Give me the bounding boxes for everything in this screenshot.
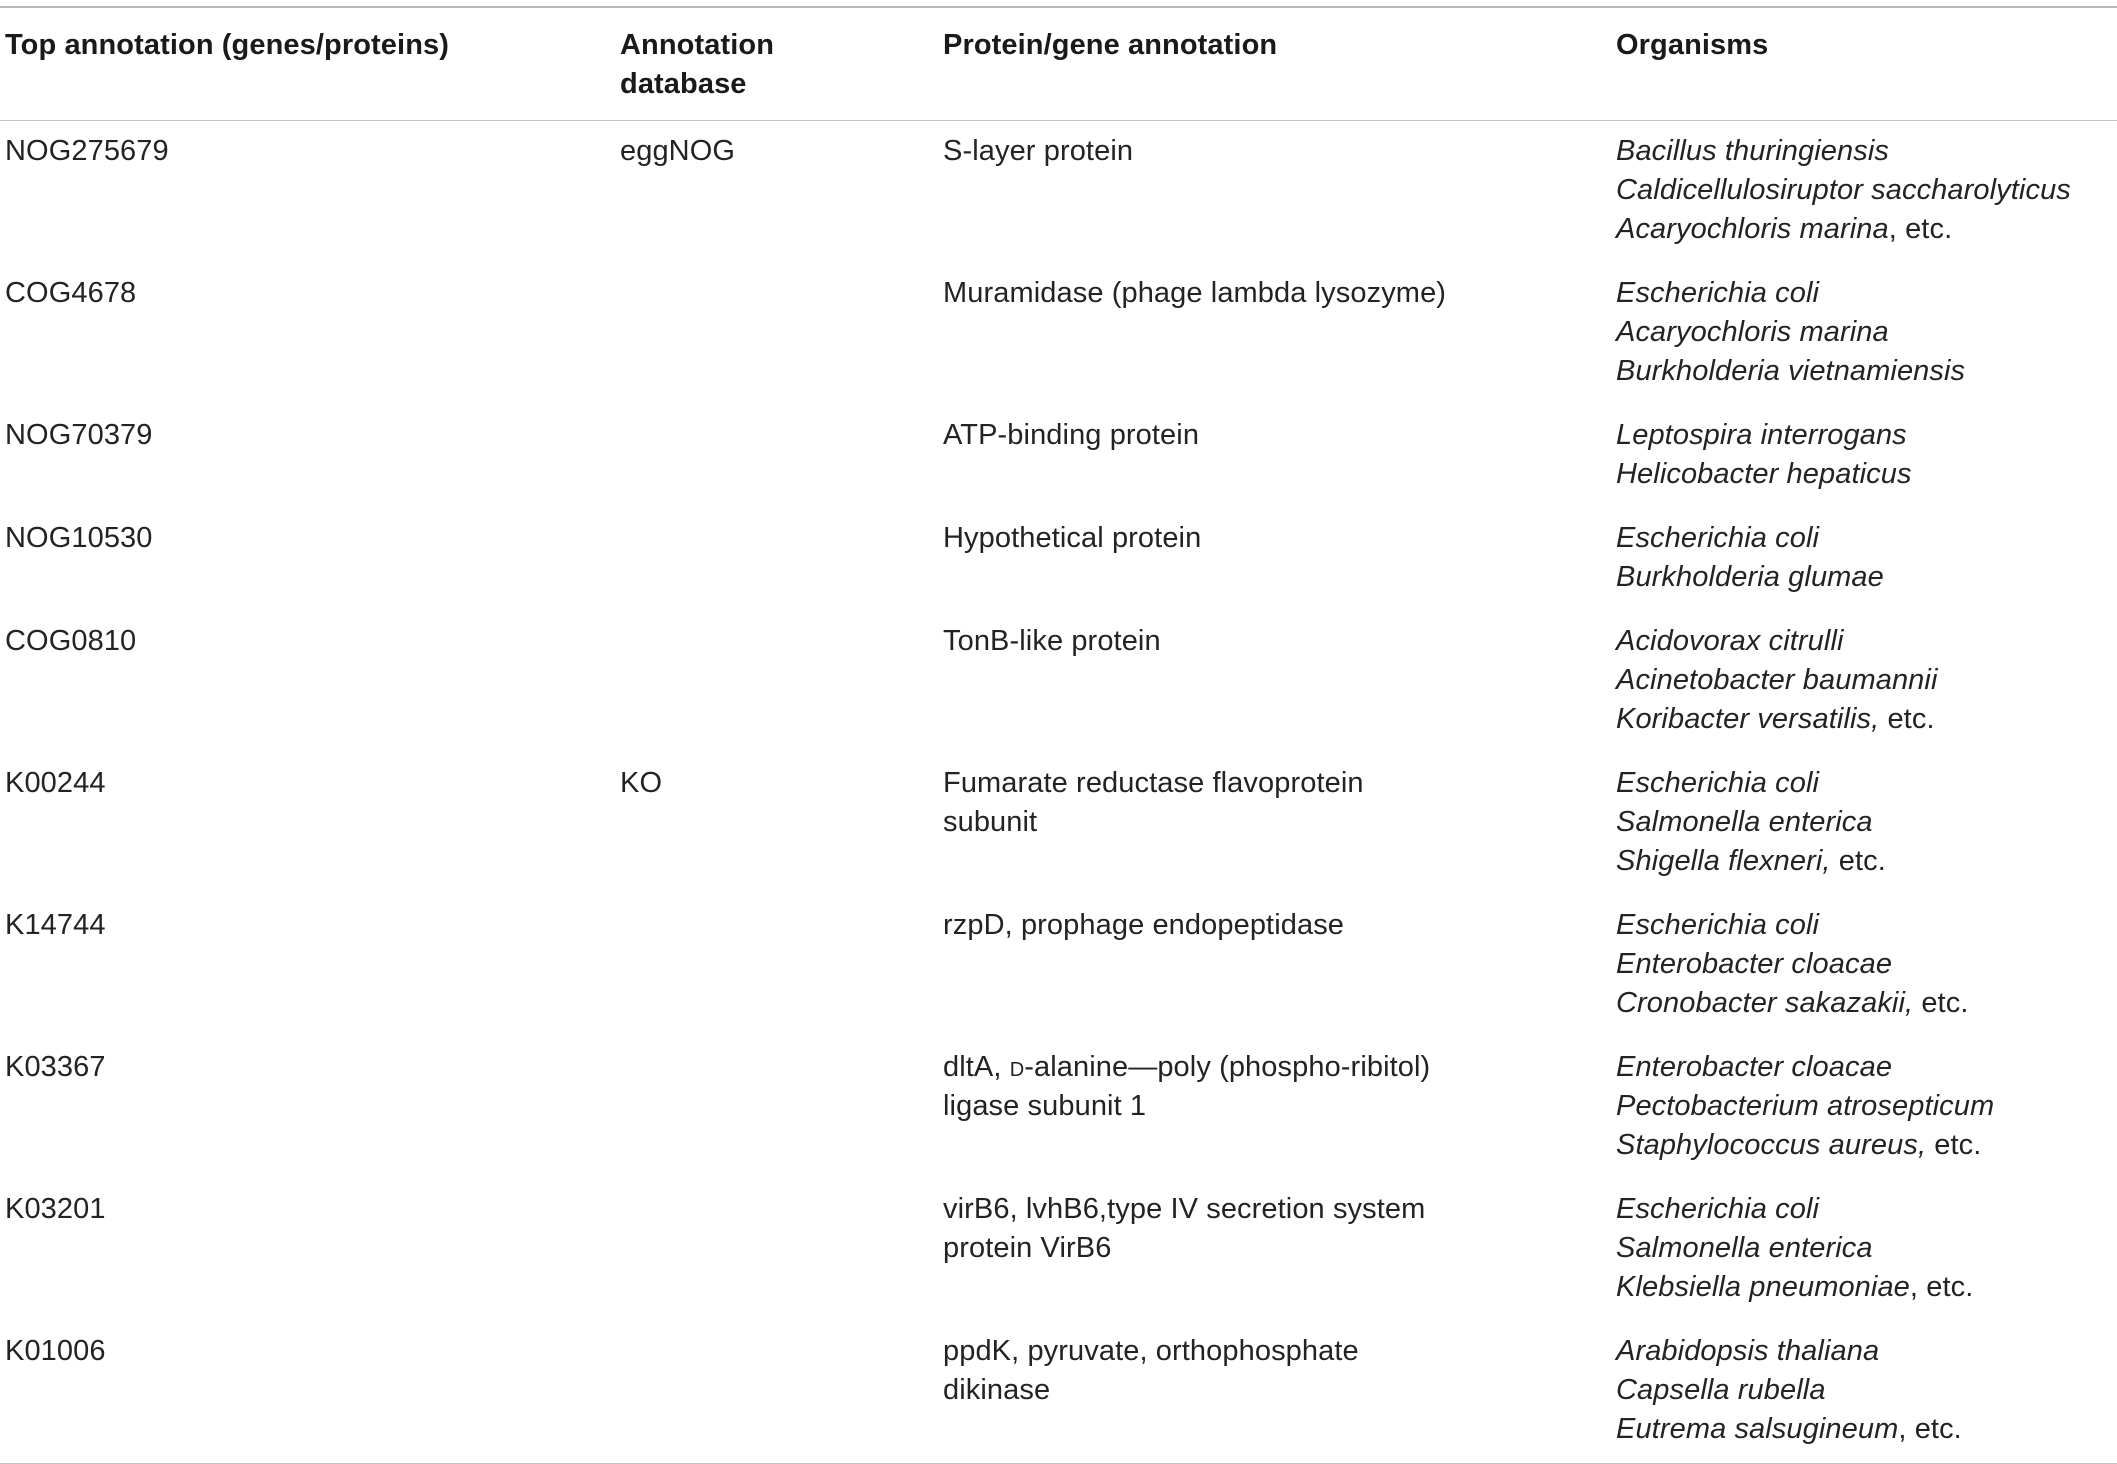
cell-annotation-database: KO xyxy=(620,767,663,799)
cell-protein-gene-annotation: TonB-like protein xyxy=(943,625,1161,657)
organism-line xyxy=(1616,945,2117,984)
cell-organisms xyxy=(1616,895,2117,1037)
cell-protein-gene-annotation: ATP-binding protein xyxy=(943,419,1200,451)
organism-line xyxy=(1616,1048,2117,1087)
cell-top-annotation: NOG10530 xyxy=(5,522,153,554)
organism-line xyxy=(1616,558,2117,597)
table-row xyxy=(0,753,2117,895)
organism-line xyxy=(1616,1126,2117,1165)
cell-organisms xyxy=(1616,753,2117,895)
organism-line xyxy=(1616,984,2117,1023)
organism-line xyxy=(1616,519,2117,558)
table-header-row xyxy=(0,8,2117,120)
organism-line xyxy=(1616,171,2117,210)
organism-line xyxy=(1616,764,2117,803)
organism-name: Escherichia coli xyxy=(1616,1193,1820,1225)
cell-top-annotation: COG0810 xyxy=(5,625,137,657)
cell-protein-gene-annotation: Muramidase (phage lambda lysozyme) xyxy=(943,277,1447,309)
organism-line xyxy=(1616,313,2117,352)
cell-organisms xyxy=(1616,263,2117,405)
header-annotation-database xyxy=(620,8,943,120)
cell-annotation-database xyxy=(620,405,943,508)
cell-protein-gene-annotation: Fumarate reductase flavoprotein subunit xyxy=(943,767,1364,838)
table-body xyxy=(0,121,2117,1463)
organism-line xyxy=(1616,210,2117,249)
organism-line xyxy=(1616,274,2117,313)
organism-etc: , etc. xyxy=(1888,213,1953,245)
cell-top-annotation: K01006 xyxy=(5,1335,106,1367)
cell-protein-gene-annotation: S-layer protein xyxy=(943,135,1134,167)
organism-line xyxy=(1616,132,2117,171)
cell-organisms xyxy=(1616,121,2117,263)
cell-top-annotation: K03367 xyxy=(5,1051,106,1083)
organism-name: Pectobacterium atrosepticum xyxy=(1616,1090,1995,1122)
organism-name: Escherichia coli xyxy=(1616,767,1820,799)
table-row xyxy=(0,121,2117,263)
organism-line xyxy=(1616,416,2117,455)
cell-top-annotation: NOG275679 xyxy=(5,135,169,167)
organism-name: Acidovorax citrulli xyxy=(1616,625,1844,657)
cell-annotation-database xyxy=(620,611,943,753)
organism-name: Bacillus thuringiensis xyxy=(1616,135,1889,167)
cell-top-annotation: K03201 xyxy=(5,1193,106,1225)
cell-top-annotation: COG4678 xyxy=(5,277,137,309)
organism-etc: etc. xyxy=(1926,1129,1982,1161)
cell-organisms xyxy=(1616,1321,2117,1463)
organism-etc: , etc. xyxy=(1909,1271,1974,1303)
cell-top-annotation: K14744 xyxy=(5,909,106,941)
cell-organisms xyxy=(1616,1037,2117,1179)
organism-name: Burkholderia vietnamiensis xyxy=(1616,355,1966,387)
organism-line xyxy=(1616,906,2117,945)
organism-name: Leptospira interrogans xyxy=(1616,419,1907,451)
organism-line xyxy=(1616,1371,2117,1410)
cell-protein-gene-annotation: dltA, d-alanine—poly (phospho-ribitol) ligase subunit 1 xyxy=(943,1051,1431,1122)
organism-name: Enterobacter cloacae xyxy=(1616,948,1893,980)
organism-name: Shigella flexneri, xyxy=(1616,845,1831,877)
cell-annotation-database xyxy=(620,1179,943,1321)
organism-name: Escherichia coli xyxy=(1616,909,1820,941)
organism-line xyxy=(1616,352,2117,391)
small-caps-d: d xyxy=(1009,1051,1025,1083)
organism-line xyxy=(1616,622,2117,661)
table-row xyxy=(0,1037,2117,1179)
organism-etc: etc. xyxy=(1879,703,1935,735)
organism-name: Enterobacter cloacae xyxy=(1616,1051,1893,1083)
table-row xyxy=(0,405,2117,508)
cell-annotation-database xyxy=(620,895,943,1037)
organism-name: Acaryochloris marina xyxy=(1616,316,1889,348)
organism-name: Escherichia coli xyxy=(1616,522,1820,554)
organism-etc: , etc. xyxy=(1898,1413,1962,1445)
organism-name: Escherichia coli xyxy=(1616,277,1820,309)
cell-annotation-database: eggNOG xyxy=(620,135,736,167)
organism-etc: etc. xyxy=(1913,987,1969,1019)
organism-line xyxy=(1616,803,2117,842)
header-top-annotation: Top annotation (genes/proteins) xyxy=(5,29,449,61)
table-row xyxy=(0,611,2117,753)
organism-line xyxy=(1616,1087,2117,1126)
organism-name: Staphylococcus aureus, xyxy=(1616,1129,1927,1161)
cell-top-annotation: K00244 xyxy=(5,767,106,799)
cell-annotation-database xyxy=(620,263,943,405)
organism-name: Caldicellulosiruptor saccharolyticus xyxy=(1616,174,2071,206)
organism-line xyxy=(1616,1268,2117,1307)
cell-organisms xyxy=(1616,1179,2117,1321)
annotation-table-container xyxy=(0,6,2117,1464)
organism-etc: etc. xyxy=(1830,845,1886,877)
header-protein-gene-annotation: Protein/gene annotation xyxy=(943,29,1278,61)
table-row xyxy=(0,895,2117,1037)
cell-top-annotation: NOG70379 xyxy=(5,419,153,451)
organism-name: Helicobacter hepaticus xyxy=(1616,458,1912,490)
organism-name: Koribacter versatilis, xyxy=(1616,703,1880,735)
organism-name: Eutrema salsugineum xyxy=(1616,1413,1899,1445)
organism-line xyxy=(1616,661,2117,700)
organism-name: Burkholderia glumae xyxy=(1616,561,1884,593)
table-row xyxy=(0,263,2117,405)
cell-annotation-database xyxy=(620,508,943,611)
cell-protein-gene-annotation: virB6, lvhB6,type IV secretion system protein VirB6 xyxy=(943,1193,1426,1264)
header-organisms: Organisms xyxy=(1616,29,1769,61)
table-row xyxy=(0,1179,2117,1321)
table-row xyxy=(0,1321,2117,1463)
cell-annotation-database xyxy=(620,1037,943,1179)
organism-line xyxy=(1616,700,2117,739)
header-annotation-database-text: Annotation database xyxy=(620,29,775,100)
cell-annotation-database xyxy=(620,1321,943,1463)
organism-line xyxy=(1616,1332,2117,1371)
organism-line xyxy=(1616,1229,2117,1268)
organism-name: Salmonella enterica xyxy=(1616,1232,1873,1264)
cell-organisms xyxy=(1616,611,2117,753)
organism-name: Salmonella enterica xyxy=(1616,806,1873,838)
organism-name: Acaryochloris marina xyxy=(1616,213,1889,245)
annotation-table xyxy=(0,8,2117,1463)
cell-organisms xyxy=(1616,405,2117,508)
cell-protein-gene-annotation: Hypothetical protein xyxy=(943,522,1202,554)
organism-name: Arabidopsis thaliana xyxy=(1616,1335,1880,1367)
organism-name: Acinetobacter baumannii xyxy=(1616,664,1938,696)
cell-organisms xyxy=(1616,508,2117,611)
organism-line xyxy=(1616,842,2117,881)
organism-name: Klebsiella pneumoniae xyxy=(1616,1271,1910,1303)
cell-protein-gene-annotation: rzpD, prophage endopeptidase xyxy=(943,909,1345,941)
cell-protein-gene-annotation: ppdK, pyruvate, orthophosphate dikinase xyxy=(943,1335,1359,1406)
organism-line xyxy=(1616,1190,2117,1229)
organism-name: Cronobacter sakazakii, xyxy=(1616,987,1914,1019)
organism-name: Capsella rubella xyxy=(1616,1374,1826,1406)
table-row xyxy=(0,508,2117,611)
organism-line xyxy=(1616,1410,2117,1449)
organism-line xyxy=(1616,455,2117,494)
